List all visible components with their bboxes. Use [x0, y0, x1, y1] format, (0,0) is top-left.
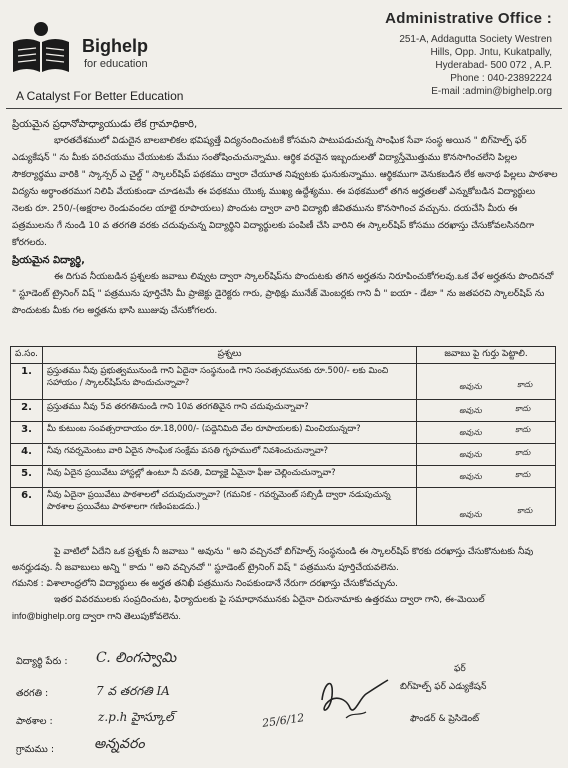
table-row — [11, 422, 556, 444]
signatory-organization: బిగ్‌హెల్ప్ ఫర్ ఎడ్యుకేషన్ — [400, 682, 487, 692]
contact-email-line: info@bighelp.org ద్వారా గాని తెలుపుకోవలెను. — [12, 611, 181, 621]
address-line: 251-A, Addagutta Society Westren — [399, 34, 552, 45]
answer-yes-option[interactable]: అవును — [459, 472, 482, 481]
col-header-serial: ప.సం. — [11, 347, 43, 364]
address-line: Hills, Opp. Jntu, Kukatpally, — [430, 47, 552, 58]
class-label: తరగతి : — [16, 688, 49, 699]
office-address-block — [332, 10, 552, 98]
answer-yes-option[interactable]: అవును — [459, 450, 482, 459]
office-title: Administrative Office : — [385, 10, 552, 27]
answer-yes-option[interactable]: అవును — [459, 382, 482, 391]
village-label: గ్రామము : — [16, 744, 55, 755]
brand-subtitle: for education — [84, 58, 148, 70]
question-text: మీ కుటుంబ సంవత్సరాదాయం రూ.18,000/- (పద్దెనిమిది వేల రూపాయలకు) మించియున్నదా? — [43, 422, 417, 444]
date-value: 25/6/12 — [261, 711, 306, 730]
answer-no-option[interactable]: కాదు — [515, 425, 531, 434]
question-text: ప్రస్తుతము నీవు 5వ తరగతినుండి గాని 10వ తరగతివైన గాని చదువుచున్నావా? — [43, 400, 417, 422]
question-text: నీవు ఏదైనా ప్రయివేటు పాఠశాలలో చదువుచున్నావా? (గమనిక - గవర్నమెంట్ సబ్సిడీ ద్వారా నడుపుచున్న పాఠశాల ప్రయివేటు పాఠశాలగా గణింపబడదు.) — [43, 488, 417, 526]
letter-body — [12, 116, 558, 320]
student-name-value[interactable]: C. లింగస్వామి — [96, 650, 177, 666]
answer-no-option[interactable]: కాదు — [517, 506, 533, 515]
email-line: E-mail :admin@bighelp.org — [431, 86, 552, 97]
note-paragraph: గమనిక : విశాలాంధ్రలోని విద్యార్థులు ఈ అర్హత తనిఖీ పత్రమును నింపకుండానే నేరుగా దరఖాస్తు చేసుకోవచ్చును. — [12, 579, 399, 589]
table-row — [11, 488, 556, 526]
phone-line: Phone : 040-23892224 — [450, 73, 552, 84]
row-number: 1. — [11, 364, 43, 400]
answer-yes-option[interactable]: అవును — [459, 510, 482, 519]
for-label: ఫర్ — [454, 664, 466, 674]
open-book-logo-icon — [10, 20, 72, 78]
village-value[interactable]: అన్నవరం — [94, 736, 145, 752]
answer-no-option[interactable]: కాదు — [515, 404, 531, 413]
header-divider — [6, 108, 562, 109]
row-number: 5. — [11, 466, 43, 488]
table-row — [11, 364, 556, 400]
student-paragraph: ఈ దిగువ నీయబడిన ప్రశ్నలకు జవాబు లివ్వుట ద్వారా స్కాలర్‌షిప్‌ను పొందుటకు తగిన అర్హతను నిరూపించుకోగలవు.ఒక వేళ అర్హతను పొందినచో " స్టూడెంట్ ట్రైనింగ్ విష్ " పత్రమును పూర్తిచేసి మీ ప్రాజెక్టు డైరెక్టరు గారు, ప్రాథిక్షు మునేజ్ మెంబర్లకు గాని వీ " ఐయా - డేటా " ను జతపరచి స్కాలర్‌షిప్ ను పొందుటకు మీకు గల అర్హతను భాసి ఋజువు చేసుకోగలరు. — [12, 272, 554, 316]
salutation: ప్రియమైన ప్రధానోపాధ్యాయుడు లేక గ్రామాధికారి, — [12, 119, 198, 130]
table-row — [11, 444, 556, 466]
brand-name: Bighelp — [82, 36, 148, 56]
eligibility-table — [10, 346, 556, 526]
answer-yes-option[interactable]: అవును — [459, 406, 482, 415]
row-number: 4. — [11, 444, 43, 466]
signature-scribble — [316, 668, 396, 724]
answer-cell[interactable] — [417, 466, 556, 488]
table-row — [11, 466, 556, 488]
footer-notes — [12, 544, 558, 624]
answer-no-option[interactable]: కాదు — [515, 470, 531, 479]
address-line: Hyderabad- 500 072 , A.P. — [435, 60, 552, 71]
answer-yes-option[interactable]: అవును — [459, 428, 482, 437]
col-header-questions: ప్రశ్నలు — [43, 347, 417, 364]
answer-cell[interactable] — [417, 364, 556, 400]
answer-no-option[interactable]: కాదు — [517, 380, 533, 389]
question-text: నీవు గవర్నమెంటు వారి ఏదైన సాంఘిక సంక్షేమ వసతి గృహములో నివశించుచున్నావా? — [43, 444, 417, 466]
tagline: A Catalyst For Better Education — [16, 89, 184, 103]
answer-cell[interactable] — [417, 400, 556, 422]
answer-no-option[interactable]: కాదు — [515, 448, 531, 457]
student-heading: ప్రియమైన విద్యార్థి, — [12, 255, 85, 266]
row-number: 2. — [11, 400, 43, 422]
col-header-answer: జవాబు పై గుర్తు పెట్టాలి. — [417, 347, 556, 364]
row-number: 6. — [11, 488, 43, 526]
school-label: పాఠశాల : — [16, 716, 53, 727]
question-text: నీవు ఏదైన ప్రయివేటు హాస్టల్లో ఉంటూ నీ వసతి, విద్యాకై ఏమైనా ఫీజు చెల్లించుచున్నావా? — [43, 466, 417, 488]
class-value[interactable]: 7 వ తరగతి IA — [96, 684, 170, 698]
answer-cell[interactable] — [417, 488, 556, 526]
question-text: ప్రస్తుతము నీవు ప్రభుత్వమునుండి గాని ఏదైనా సంస్థనుండి గాని సంవత్సరమునకు రూ.500/- లకు మించి సహాయం / స్కాలర్‌షిప్‌ను పొందుచున్నావా? — [43, 364, 417, 400]
school-value[interactable]: z.p.h హైస్కూల్ — [98, 710, 174, 724]
answer-cell[interactable] — [417, 444, 556, 466]
signatory-role: ఫౌండర్ & ప్రెసిడెంట్ — [410, 714, 480, 724]
row-number: 3. — [11, 422, 43, 444]
student-name-label: విద్యార్థి పేరు : — [16, 656, 68, 667]
table-header-row — [11, 347, 556, 364]
contact-paragraph: ఇతర వివరములకు సంప్రదించుట, ఫిర్యాదులకు పై సమాధానమునకు ఏదైనా చిరునామాకు ఉత్తరము ద్వారా గాని, ఈ-మెయిల్ — [54, 595, 485, 605]
ineligibility-paragraph: పై వాటిలో ఏదేని ఒక ప్రశ్నకు నీ జవాబు " అవును " అని వచ్చినచో బిగ్‌హెల్ప్ సంస్థనుండి ఈ స్కాలర్‌షిప్ కొరకు దరఖాస్తు చేసుకొనుటకు నీవు అనర్హుడవు. నీ జవాబులు అన్ని " కాదు " అని వచ్చినచో " స్టూడెంట్ ట్రైనింగ్ విష్ " పత్రమును పూర్తిచేయవలెను. — [12, 547, 534, 573]
table-row — [11, 400, 556, 422]
intro-paragraph: భారతదేశములో విడుదైన బాలబాలికల భవిష్యత్తే విద్యనందించుటకే కోసమని పాటుపడుచున్న సాంఘిక సేవా సంస్థ అయిన " బిగ్‌హెల్ప్ ఫర్ ఎడ్యుకేషన్ " ను మీకు పరిచయము చేయుటకు మేము సంతోషించుచున్నాము. ఆర్థిక వరవైన ఇబ్బందులతో విద్యాస్తేమొత్తుము కొనసాగించలేని పిల్లల సౌకర్యార్థము వారికి " స్కాన్సర్ ఎ చైల్డ్ " స్కాలర్‌షిప్ పథకము ద్వారా చేయూత నివ్వుటకు ఘనుకున్నాము. ఆర్థికముగా వెనుకబడిన లేక అనాథ పిల్లలు పాఠశాల విద్యను అర్థాంతరముగ నిలిపి వేయకుండా చూడటమే ఈ పథకము యొక్క ముఖ్య ఉద్దేశ్యము. ఈ పథకములో తగిన అర్హతలతో ఎన్నుకోబడిన విద్యార్థులు నెలకు రూ. 250/-(అక్షరాల రెండువందల యాభై రూపాయలు) పొందుట ద్వారా వారి విద్యాభి జీవితమును కొనసాగించ వచ్చును. దయచేసి మీరు ఈ పత్రములను గే నుండి 10 వ తరగతి వరకు చదువుచున్న విద్యార్థిని విద్యార్థులకు పంపిణీ చేసి వారిని ఈ స్కాలర్‌షిప్ కోసము దరఖాస్తు చేసుకోవలసినదిగా కోరగలరు. — [12, 136, 558, 248]
answer-cell[interactable] — [417, 422, 556, 444]
